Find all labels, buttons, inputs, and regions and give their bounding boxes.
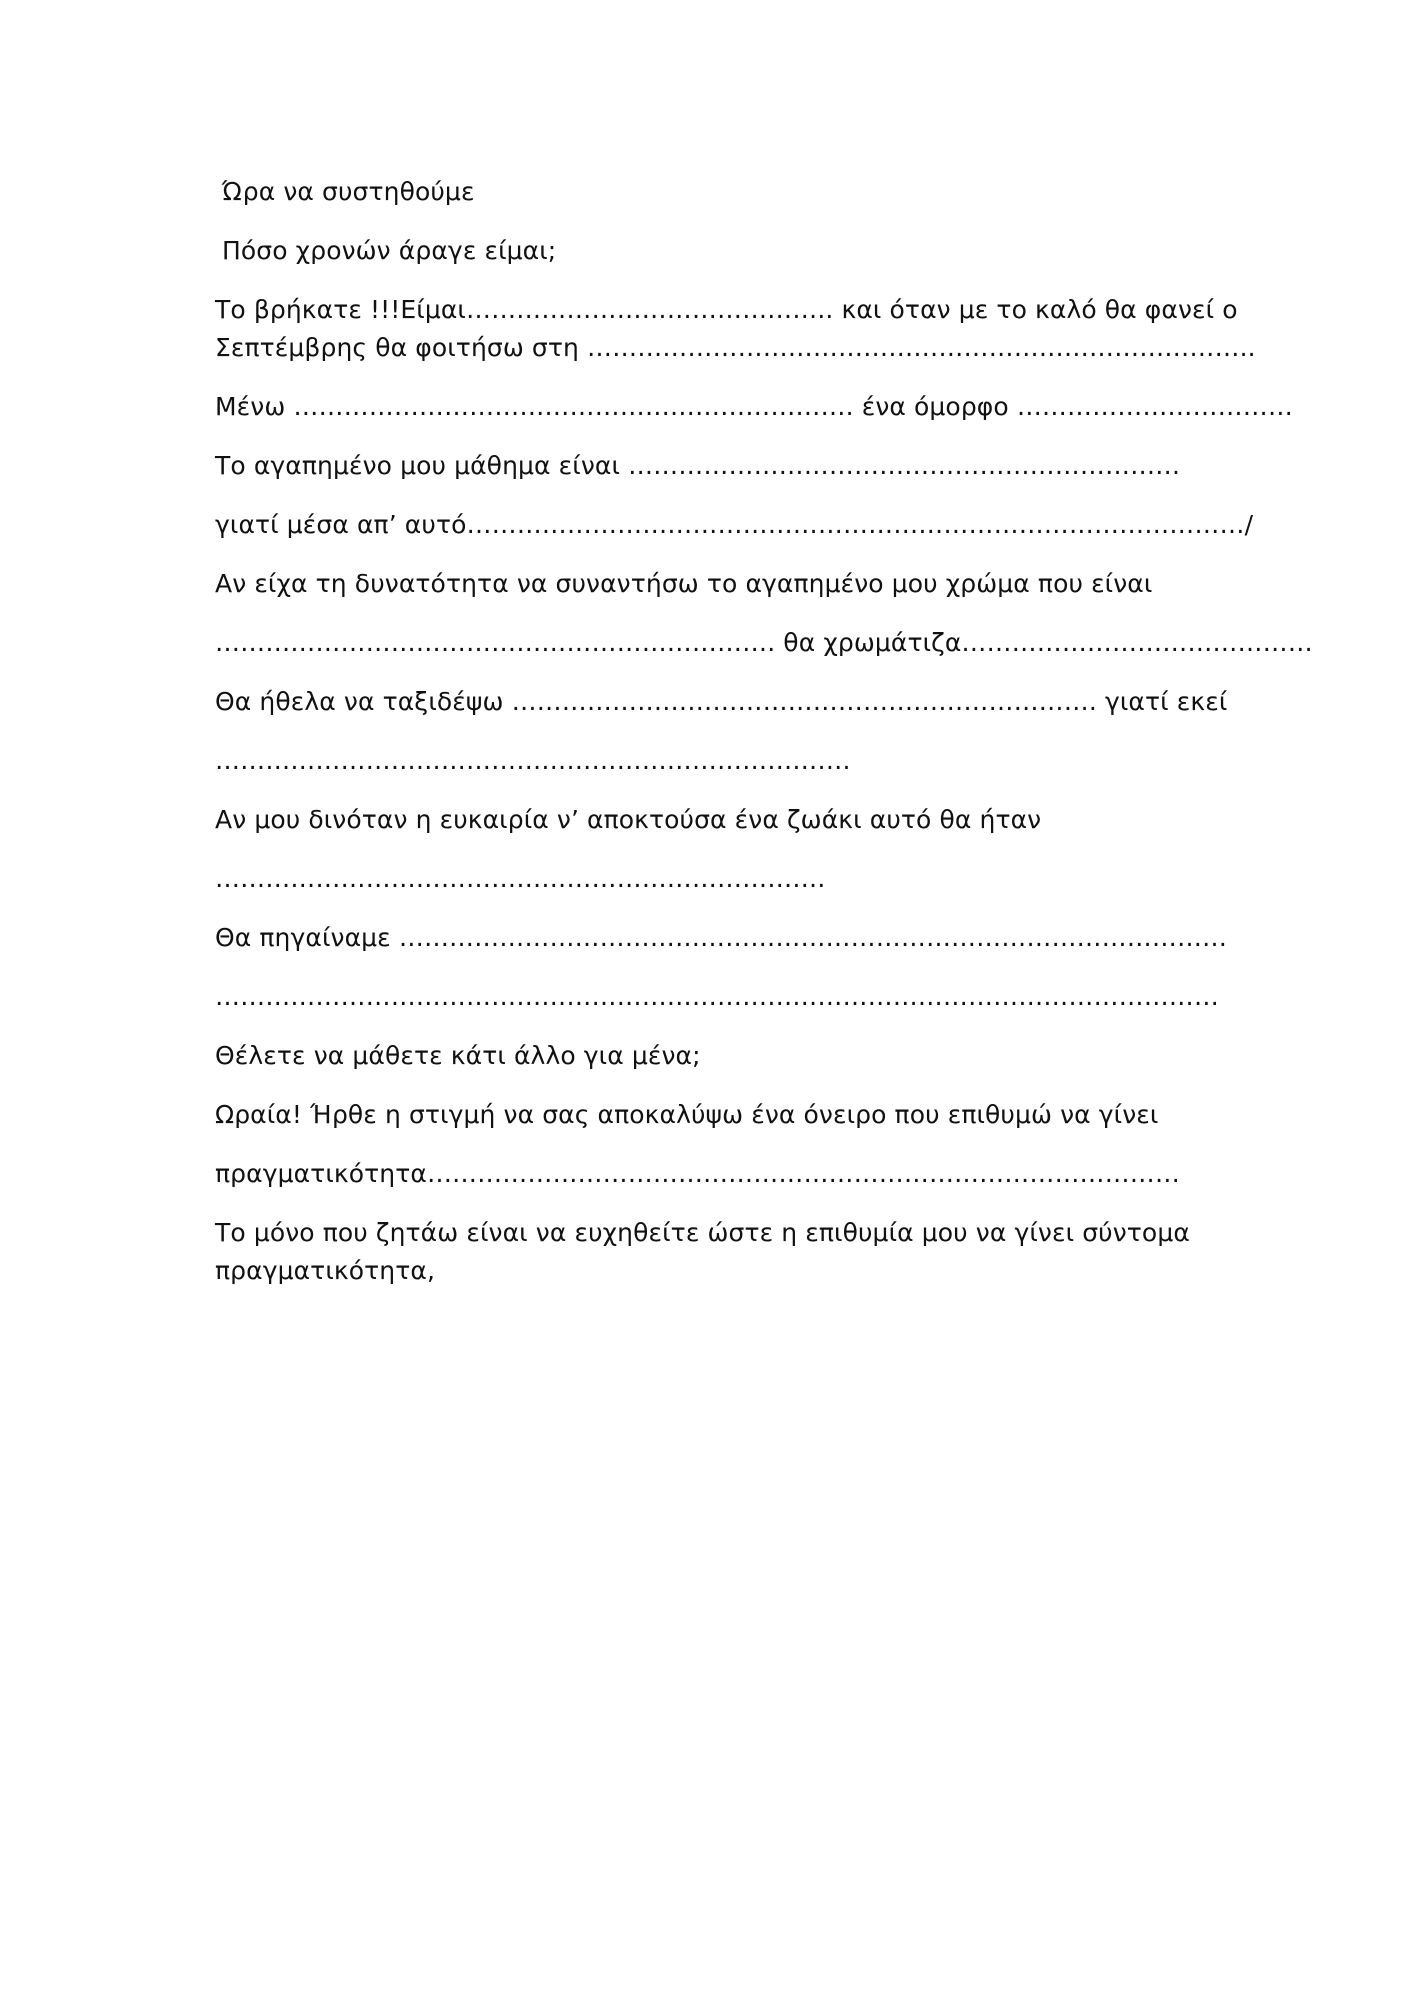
text-line-residence: Μένω …………………………………………………………. ένα όμορφο ……………………………: [215, 392, 1293, 421]
text-line-favorite-color: Αν είχα τη δυνατότητα να συναντήσω το αγαπημένο μου χρώμα που είναι: [215, 569, 1153, 598]
text-line-dream: Ωραία! Ήρθε η στιγμή να σας αποκαλύψω ένα όνειρο που επιθυμώ να γίνει: [215, 1100, 1159, 1129]
text-line-pet-blank: ……………………………………………………………….: [215, 864, 826, 893]
text-line-subject-reason: γιατί μέσα απ’ αυτό…………………………………………………………………………………/: [215, 510, 1254, 539]
text-line-going-places-blank: …………………………………………………………………………………………………………: [215, 982, 1219, 1011]
text-line-age: Το βρήκατε !!!Είμαι…………………………………….. και όταν με το καλό θα φανεί ο: [215, 295, 1238, 324]
text-line-wish-end: πραγματικότητα,: [215, 1256, 435, 1285]
question-age: Πόσο χρονών άραγε είμαι;: [222, 236, 557, 265]
text-line-favorite-subject: Το αγαπημένο μου μάθημα είναι …………………………………………………………: [215, 451, 1181, 480]
text-line-travel-blank: ………………………………………………………………….: [215, 746, 851, 775]
text-line-dream-blank: πραγματικότητα………………………………………………………………………………: [215, 1159, 1180, 1188]
text-line-more-question: Θέλετε να μάθετε κάτι άλλο για μένα;: [215, 1041, 701, 1070]
text-line-pet: Αν μου δινόταν η ευκαιρία ν’ αποκτούσα ένα ζωάκι αυτό θα ήταν: [215, 805, 1042, 834]
text-line-going-places: Θα πηγαίναμε ………………………………………………………………………………………: [215, 923, 1228, 952]
text-line-color-blanks: …………………………………………………………. θα χρωμάτιζα……………………………………: [215, 628, 1313, 657]
text-line-school: Σεπτέμβρης θα φοιτήσω στη ……………………………………………………………………..: [215, 333, 1256, 362]
heading-introduction: Ώρα να συστηθούμε: [222, 177, 475, 206]
text-line-wish: Το μόνο που ζητάω είναι να ευχηθείτε ώστε η επιθυμία μου να γίνει σύντομα: [215, 1218, 1190, 1247]
text-line-travel: Θα ήθελα να ταξιδέψω ……………………………………………………………. γιατί εκεί: [215, 687, 1228, 716]
